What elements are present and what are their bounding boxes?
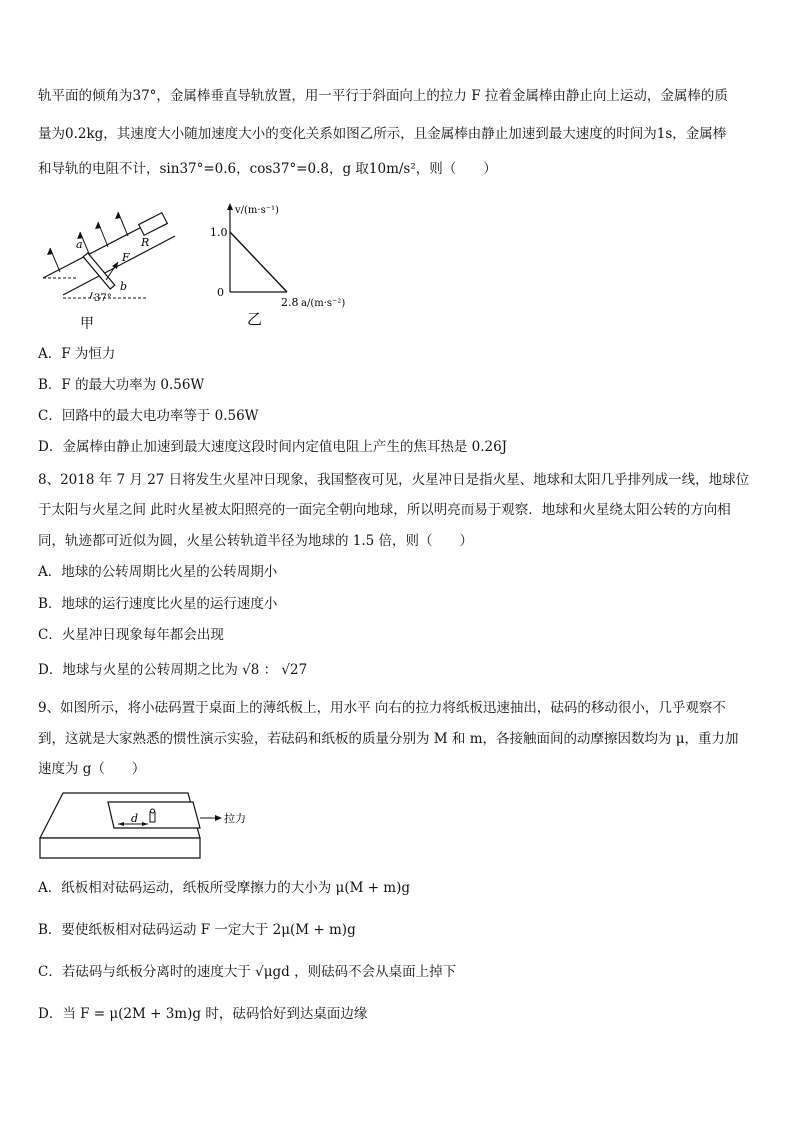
x-axis-label: a/(m·s⁻²): [301, 298, 346, 309]
label-b: b: [120, 280, 128, 293]
q7-line-1: 轨平面的倾角为37°，金属棒垂直导轨放置，用一平行于斜面向上的拉力 F 拉着金属棒由静止向上运动，金属棒的质: [38, 88, 728, 104]
q8-line-3: 同，轨迹都可近似为圆，火星公转轨道半径为地球的 1.5 倍，则（ ）: [38, 533, 474, 549]
q8-option-a: A．地球的公转周期比火星的公转周期小: [38, 564, 278, 580]
figure-yi-graph: [205, 198, 365, 333]
q7-option-c: C．回路中的最大电功率等于 0.56W: [38, 408, 259, 424]
q9-option-c: C．若砝码与纸板分离时的速度大于 √μgd ，则砝码不会从桌面上掉下: [38, 964, 457, 980]
q7-line-3: 和导轨的电阻不计，sin37°=0.6，cos37°=0.8，g 取10m/s²，则（ ）: [38, 161, 497, 177]
label-pull: 拉力: [224, 812, 246, 825]
q9-option-b: B．要使纸板相对砝码运动 F 一定大于 2μ(M + m)g: [38, 922, 356, 938]
x-tick-label: 2.8: [281, 296, 299, 309]
v-a-line: [230, 232, 287, 292]
label-d: d: [131, 812, 139, 825]
q8-line-1: 8、2018 年 7 月 27 日将发生火星冲日现象，我国整夜可见，火星冲日是指火星、地球和太阳几乎排列成一线，地球位: [38, 472, 750, 488]
q7-line-2: 量为0.2kg，其速度大小随加速度大小的变化关系如图乙所示，且金属棒由静止加速到最大速度的时间为1s，金属棒: [38, 126, 727, 142]
figure-jia-caption: 甲: [80, 316, 94, 332]
q8-option-b: B．地球的运行速度比火星的运行速度小: [38, 596, 278, 612]
q8-option-c: C．火星冲日现象每年都会出现: [38, 627, 224, 643]
figure-jia-incline: [38, 200, 188, 335]
q9-option-d: D．当 F = μ(2M + 3m)g 时，砝码恰好到达桌面边缘: [38, 1006, 368, 1022]
y-axis-label: v/(m·s⁻¹): [235, 205, 279, 216]
label-a: a: [76, 238, 83, 251]
q9-option-a: A．纸板相对砝码运动，纸板所受摩擦力的大小为 μ(M + m)g: [38, 880, 411, 896]
label-R: R: [141, 236, 150, 249]
q7-option-a: A．F 为恒力: [38, 346, 116, 362]
q7-option-d: D．金属棒由静止加速到最大速度这段时间内定值电阻上产生的焦耳热是 0.26J: [38, 439, 508, 455]
q8-line-2: 于太阳与火星之间 此时火星被太阳照亮的一面完全朝向地球，所以明亮而易于观察．地球和火星绕太阳公转的方向相: [38, 502, 731, 518]
q9-line-1: 9、如图所示，将小砝码置于桌面上的薄纸板上，用水平 向右的拉力将纸板迅速抽出，砝码的移动很小，几乎观察不: [38, 700, 726, 716]
q8-option-d: D．地球与火星的公转周期之比为 √8 ： √27: [38, 662, 308, 678]
q9-line-3: 速度为 g（ ）: [38, 761, 146, 777]
origin-label: 0: [217, 286, 224, 299]
q9-line-2: 到，这就是大家熟悉的惯性演示实验，若砝码和纸板的质量分别为 M 和 m，各接触面间的动摩擦因数均为 μ，重力加: [38, 731, 739, 747]
q7-option-b: B．F 的最大功率为 0.56W: [38, 377, 205, 393]
figure-table-paper: [38, 790, 258, 862]
label-F: F: [122, 251, 130, 264]
figure-yi-caption: 乙: [247, 310, 263, 328]
label-angle: 37°: [94, 293, 112, 304]
y-tick-label: 1.0: [210, 226, 228, 239]
